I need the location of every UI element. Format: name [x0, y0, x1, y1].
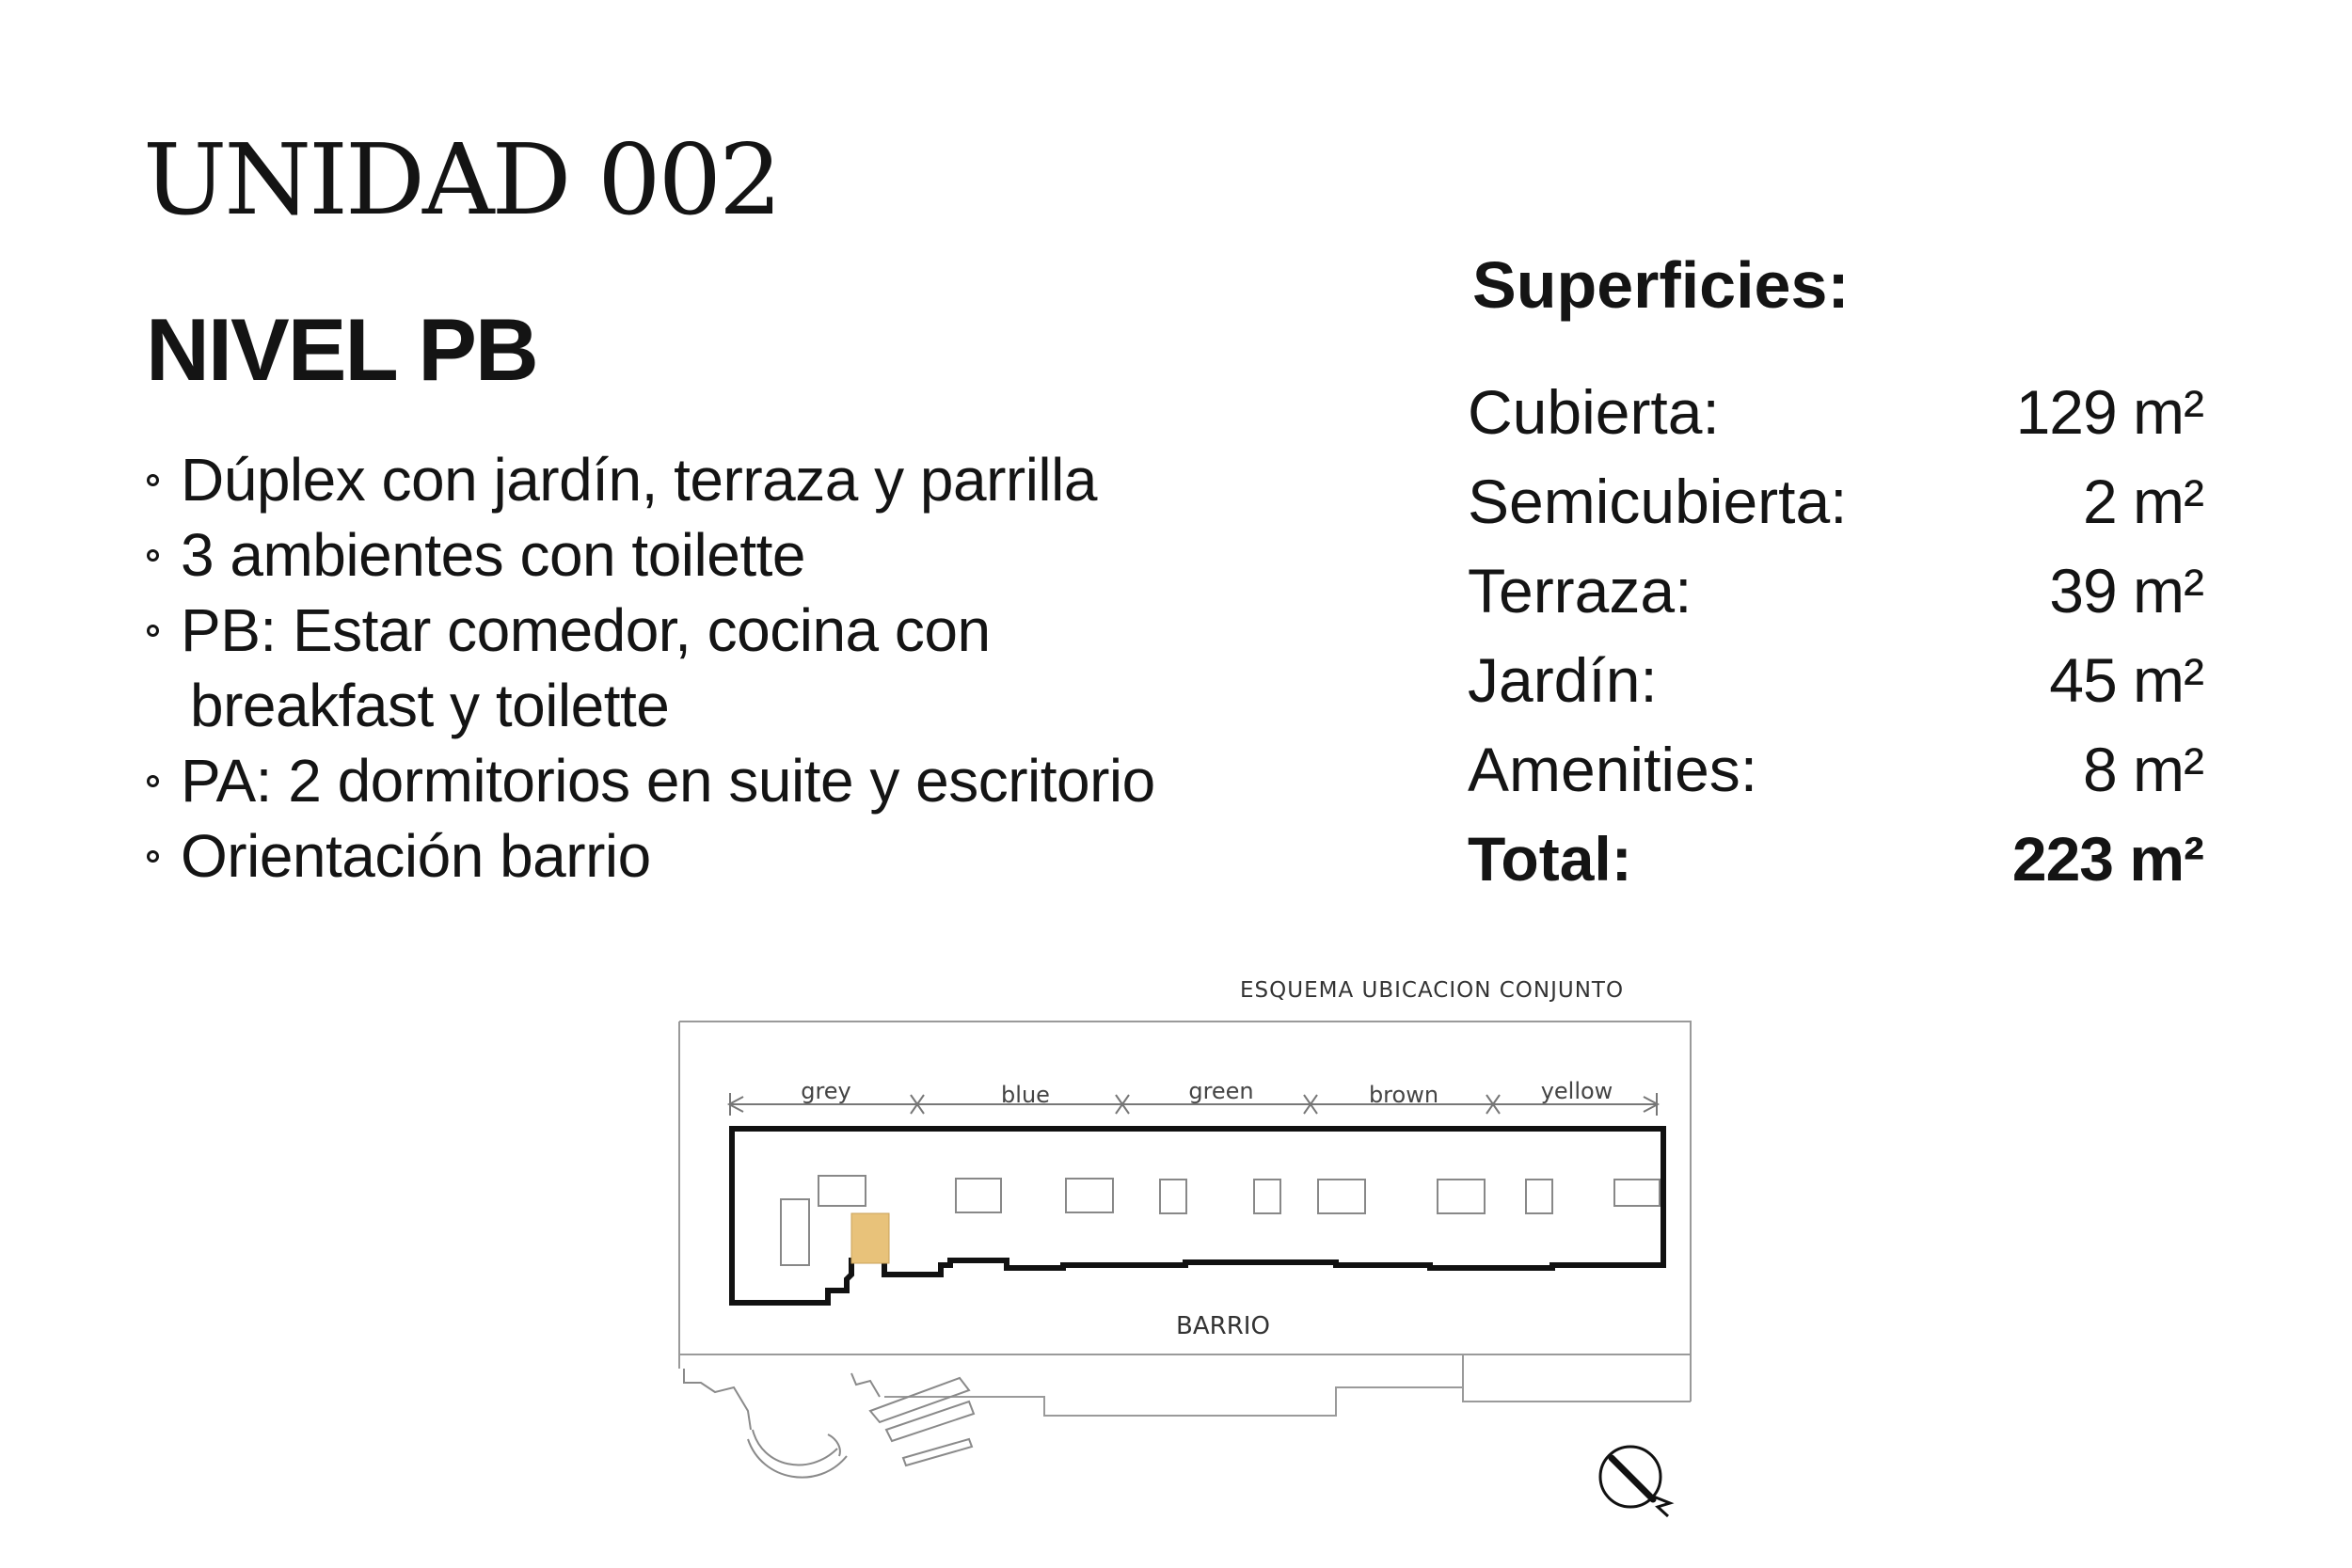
- site-boundary-lower: [679, 1354, 1691, 1416]
- surface-row: [1468, 374, 2203, 464]
- surface-label: Amenities:: [1468, 735, 1758, 804]
- surface-value: 2 m²: [2083, 467, 2203, 536]
- feature-item: [143, 517, 1155, 593]
- feature-item: [143, 442, 1155, 517]
- features-list: [143, 442, 1155, 894]
- section-label-grey: grey: [801, 1078, 851, 1104]
- surface-value: 45 m²: [2049, 645, 2203, 715]
- surface-value: 8 m²: [2083, 735, 2203, 804]
- surface-row: [1468, 642, 2203, 732]
- feature-text: 3 ambientes con toilette: [181, 521, 805, 589]
- entrance-road: [684, 1369, 974, 1478]
- surface-label: Semicubierta:: [1468, 467, 1848, 536]
- feature-text: PB: Estar comedor, cocina con: [181, 596, 991, 664]
- interior-blocks: [781, 1176, 1660, 1265]
- feature-item: [143, 818, 1155, 894]
- section-label-blue: blue: [1001, 1082, 1050, 1108]
- site-plan-diagram: [673, 969, 1708, 1533]
- section-label-green: green: [1188, 1078, 1254, 1104]
- surfaces-table: [1468, 374, 2203, 911]
- surface-total-label: Total:: [1468, 824, 1632, 894]
- surface-label: Jardín:: [1468, 645, 1658, 715]
- bullet-icon: [147, 775, 159, 787]
- north-arrow-icon: [1600, 1447, 1670, 1516]
- surface-label: Cubierta:: [1468, 377, 1720, 447]
- bullet-icon: [147, 850, 159, 863]
- surfaces-title: Superficies:: [1472, 248, 1850, 322]
- surface-total-value: 223 m²: [2011, 824, 2203, 894]
- surface-value: 39 m²: [2049, 556, 2203, 626]
- feature-text: Orientación barrio: [181, 822, 651, 890]
- section-label-brown: brown: [1368, 1082, 1439, 1108]
- feature-text-continuation: breakfast y toilette: [190, 672, 670, 739]
- feature-item: [143, 743, 1155, 818]
- bullet-icon: [147, 625, 159, 637]
- bullet-icon: [147, 474, 159, 486]
- surface-value: 129 m²: [2015, 377, 2203, 447]
- surface-row: [1468, 464, 2203, 553]
- feature-text: Dúplex con jardín, terraza y parrilla: [181, 446, 1097, 514]
- surface-row: [1468, 553, 2203, 642]
- bullet-icon: [147, 549, 159, 562]
- level-title: NIVEL PB: [146, 300, 537, 399]
- surface-row: [1468, 732, 2203, 821]
- street-label: BARRIO: [1176, 1312, 1270, 1340]
- feature-item: [143, 593, 1155, 743]
- surface-label: Terraza:: [1468, 556, 1692, 626]
- highlighted-unit: [851, 1213, 889, 1263]
- section-label-yellow: yellow: [1540, 1078, 1613, 1104]
- surface-total-row: [1468, 821, 2203, 911]
- site-plan-title: ESQUEMA UBICACION CONJUNTO: [1240, 978, 1625, 1003]
- feature-text: PA: 2 dormitorios en suite y escritorio: [181, 747, 1155, 815]
- unit-title: UNIDAD 002: [143, 123, 780, 237]
